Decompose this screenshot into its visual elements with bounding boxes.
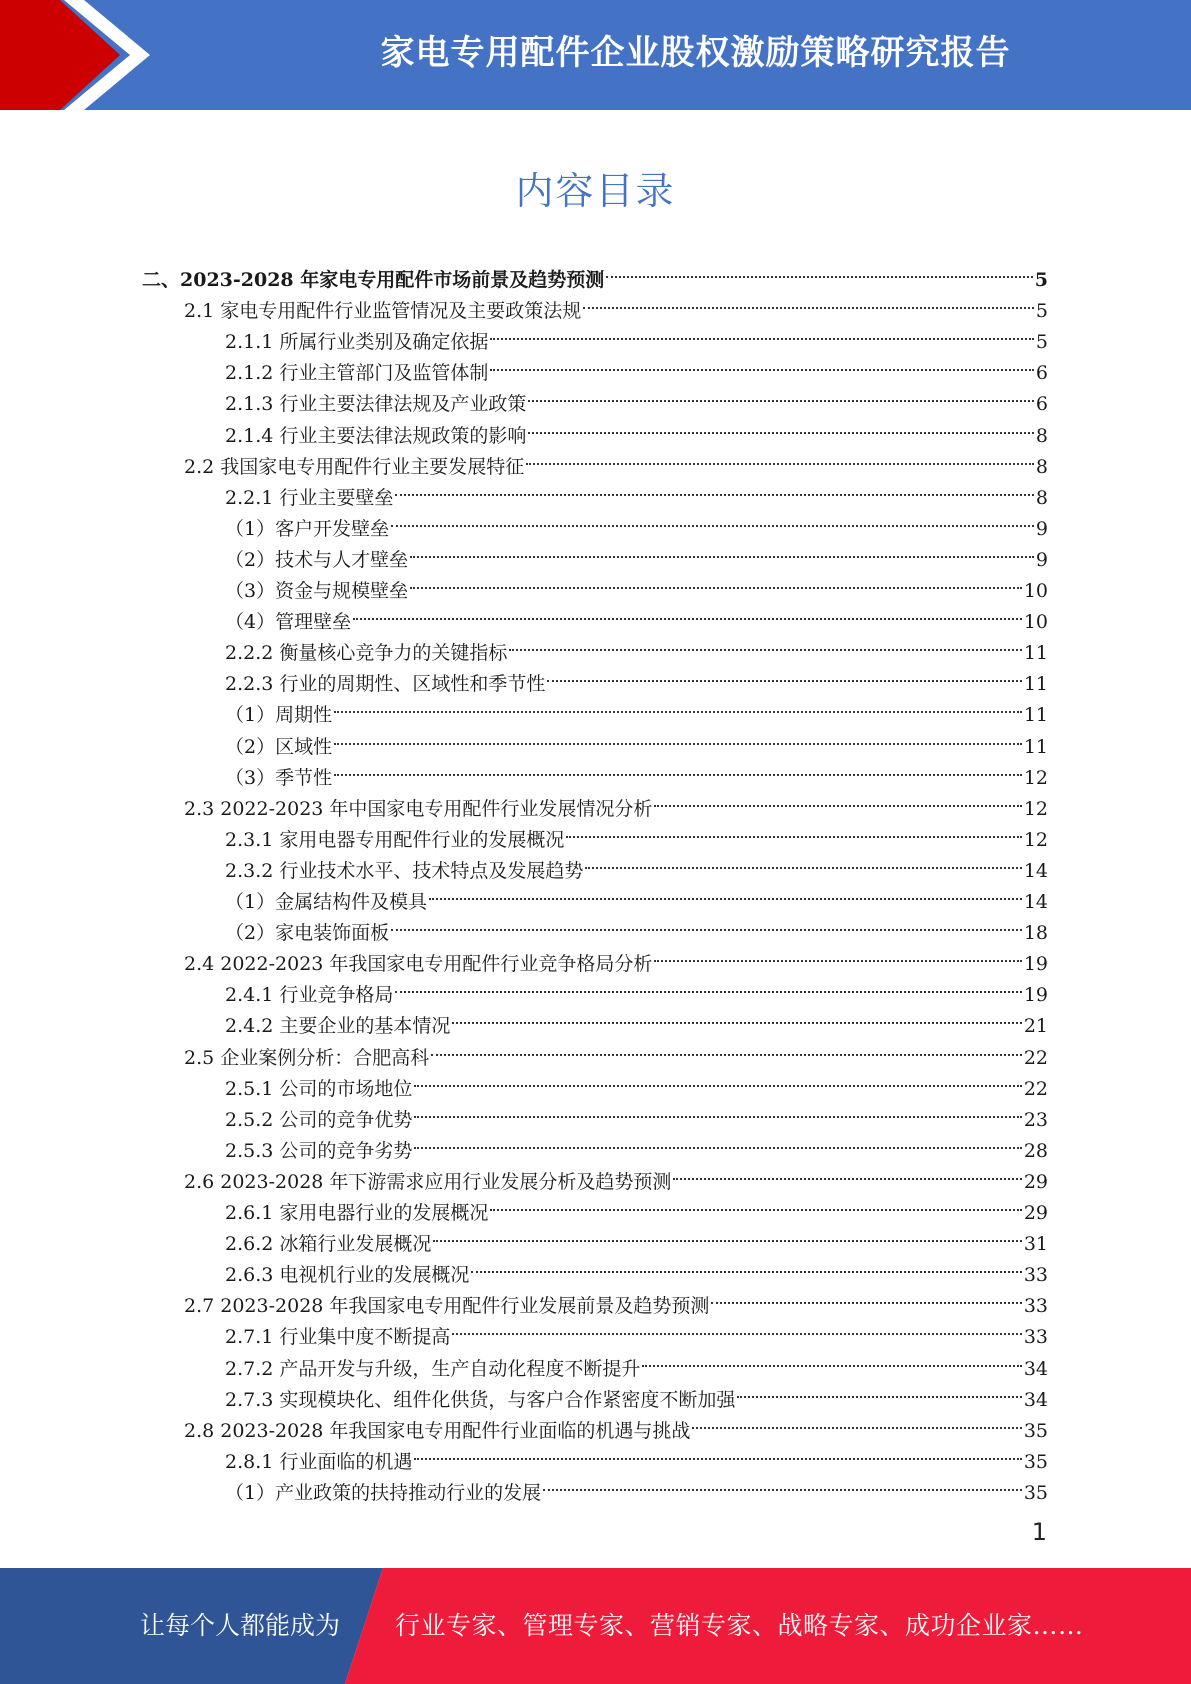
toc-dot-leader: [452, 1001, 1021, 1032]
toc-dot-leader: [414, 1437, 1021, 1468]
toc-dot-leader: [566, 815, 1021, 846]
toc-dot-leader: [509, 628, 1021, 659]
toc-entry-page: 9: [1035, 518, 1048, 540]
toc-dot-leader: [490, 317, 1034, 348]
toc-entry-page: 5: [1035, 300, 1048, 322]
toc-entry[interactable]: [225, 659, 1048, 695]
toc-entry[interactable]: [225, 411, 1048, 447]
toc-entry-page: 12: [1023, 829, 1048, 851]
toc-entry-page: 29: [1023, 1202, 1048, 1224]
toc-entry[interactable]: [142, 255, 1048, 291]
toc-entry-title: 2.5.1 公司的市场地位: [225, 1078, 413, 1100]
toc-entry-page: 35: [1023, 1451, 1048, 1473]
toc-dot-leader: [334, 753, 1022, 784]
toc-entry[interactable]: [225, 348, 1048, 384]
toc-entry-page: 8: [1035, 456, 1048, 478]
toc-entry-title: （1）周期性: [225, 704, 333, 726]
toc-dot-leader: [490, 1188, 1021, 1219]
toc-entry-page: 5: [1034, 269, 1048, 291]
toc-dot-leader: [395, 473, 1034, 504]
toc-entry-title: 2.2.2 衡量核心竞争力的关键指标: [225, 642, 508, 664]
toc-dot-leader: [737, 1375, 1021, 1406]
footer-banner: [0, 1568, 1191, 1684]
toc-entry-title: （4）管理壁垒: [225, 611, 352, 633]
toc-entry-page: 11: [1023, 673, 1048, 695]
toc-entry[interactable]: [184, 1406, 1048, 1442]
toc-dot-leader: [654, 784, 1021, 815]
toc-entry-page: 35: [1023, 1482, 1048, 1504]
toc-entry-title: 2.1 家电专用配件行业监管情况及主要政策法规: [184, 300, 582, 322]
toc-dot-leader: [391, 504, 1034, 535]
toc-entry[interactable]: [225, 1001, 1048, 1037]
toc-entry[interactable]: [184, 1033, 1048, 1069]
toc-dot-leader: [410, 566, 1022, 597]
toc-entry-page: 11: [1023, 736, 1048, 758]
toc-dot-leader: [673, 1157, 1021, 1188]
toc-dot-leader: [490, 348, 1034, 379]
toc-entry[interactable]: [225, 1312, 1048, 1348]
toc-entry[interactable]: [225, 846, 1048, 882]
toc-entry[interactable]: [225, 566, 1048, 602]
header-arrow-decoration: [0, 0, 160, 110]
toc-entry-page: 6: [1035, 362, 1048, 384]
footer-slogan-left: 让每个人都能成为: [140, 1611, 341, 1640]
toc-entry[interactable]: [225, 1344, 1048, 1380]
toc-entry[interactable]: [184, 442, 1048, 478]
toc-entry-page: 10: [1023, 611, 1048, 633]
toc-entry[interactable]: [225, 1468, 1048, 1504]
toc-entry-title: （3）资金与规模壁垒: [225, 580, 409, 602]
toc-entry-title: 二、2023-2028 年家电专用配件市场前景及趋势预测: [142, 269, 605, 291]
toc-entry-page: 14: [1023, 891, 1048, 913]
toc-entry-page: 23: [1023, 1109, 1048, 1131]
toc-entry-page: 19: [1023, 984, 1048, 1006]
toc-entry-title: 2.8 2023-2028 年我国家电专用配件行业面临的机遇与挑战: [184, 1420, 691, 1442]
toc-entry-page: 29: [1023, 1171, 1048, 1193]
toc-entry-title: 2.6.2 冰箱行业发展概况: [225, 1233, 432, 1255]
toc-dot-leader: [526, 442, 1034, 473]
toc-entry-title: （2）区域性: [225, 736, 333, 758]
toc-entry-page: 28: [1023, 1140, 1048, 1162]
toc-dot-leader: [391, 908, 1022, 939]
toc-dot-leader: [395, 970, 1021, 1001]
toc-entry-title: 2.2.1 行业主要壁垒: [225, 487, 394, 509]
toc-entry-title: （1）客户开发壁垒: [225, 518, 390, 540]
toc-entry-title: （2）技术与人才壁垒: [225, 549, 409, 571]
toc-entry[interactable]: [225, 379, 1048, 415]
toc-entry-title: 2.8.1 行业面临的机遇: [225, 1451, 413, 1473]
toc-dot-leader: [414, 1126, 1021, 1157]
toc-entry[interactable]: [225, 1095, 1048, 1131]
toc-entry[interactable]: [225, 1375, 1048, 1411]
toc-entry-page: 9: [1035, 549, 1048, 571]
toc-entry-title: 2.2 我国家电专用配件行业主要发展特征: [184, 456, 525, 478]
toc-dot-leader: [353, 597, 1022, 628]
toc-entry[interactable]: [184, 784, 1048, 820]
toc-entry-title: 2.4 2022-2023 年我国家电专用配件行业竞争格局分析: [184, 953, 653, 975]
toc-entry-title: 2.7.3 实现模块化、组件化供货，与客户合作紧密度不断加强: [225, 1389, 736, 1411]
toc-dot-leader: [692, 1406, 1021, 1437]
toc-entry[interactable]: [225, 1064, 1048, 1100]
toc-entry-title: 2.5.2 公司的竞争优势: [225, 1109, 413, 1131]
toc-entry-page: 10: [1023, 580, 1048, 602]
toc-dot-leader: [585, 846, 1021, 877]
toc-entry-title: 2.1.1 所属行业类别及确定依据: [225, 331, 489, 353]
toc-dot-leader: [433, 1219, 1021, 1250]
toc-entry-title: 2.3.1 家用电器专用配件行业的发展概况: [225, 829, 565, 851]
toc-entry-page: 22: [1023, 1078, 1048, 1100]
toc-entry-page: 21: [1023, 1015, 1048, 1037]
report-title: 家电专用配件企业股权激励策略研究报告: [380, 33, 1011, 73]
toc-entry-page: 14: [1023, 860, 1048, 882]
toc-entry-title: 2.4.1 行业竞争格局: [225, 984, 394, 1006]
toc-entry[interactable]: [225, 597, 1048, 633]
toc-entry[interactable]: [225, 1250, 1048, 1286]
toc-dot-leader: [410, 535, 1034, 566]
toc-entry-page: 34: [1023, 1389, 1048, 1411]
toc-dot-leader: [528, 411, 1034, 442]
toc-entry[interactable]: [225, 690, 1048, 726]
toc-entry[interactable]: [184, 939, 1048, 975]
toc-dot-leader: [334, 722, 1022, 753]
toc-entry-title: 2.5.3 公司的竞争劣势: [225, 1140, 413, 1162]
toc-entry[interactable]: [225, 628, 1048, 664]
toc-entry[interactable]: [225, 753, 1048, 789]
toc-entry[interactable]: [225, 815, 1048, 851]
toc-entry-page: 33: [1023, 1264, 1048, 1286]
toc-entry-page: 5: [1035, 331, 1048, 353]
toc-entry[interactable]: [225, 722, 1048, 758]
toc-entry-title: 2.1.4 行业主要法律法规政策的影响: [225, 425, 527, 447]
toc-entry[interactable]: [225, 535, 1048, 571]
toc-entry[interactable]: [225, 1188, 1048, 1224]
toc-entry[interactable]: [225, 504, 1048, 540]
toc-entry-page: 12: [1023, 767, 1048, 789]
toc-entry[interactable]: [225, 1219, 1048, 1255]
toc-entry-title: 2.3.2 行业技术水平、技术特点及发展趋势: [225, 860, 584, 882]
toc-dot-leader: [414, 1064, 1021, 1095]
toc-dot-leader: [606, 255, 1033, 286]
toc-entry-page: 22: [1023, 1047, 1048, 1069]
toc-entry-title: 2.6 2023-2028 年下游需求应用行业发展分析及趋势预测: [184, 1171, 672, 1193]
toc-entry-page: 19: [1023, 953, 1048, 975]
toc-entry-title: 2.6.1 家用电器行业的发展概况: [225, 1202, 489, 1224]
toc-dot-leader: [642, 1344, 1021, 1375]
toc-entry[interactable]: [184, 286, 1048, 322]
toc-entry-title: （1）产业政策的扶持推动行业的发展: [225, 1482, 542, 1504]
toc-entry-title: 2.3 2022-2023 年中国家电专用配件行业发展情况分析: [184, 798, 653, 820]
toc-entry-page: 8: [1035, 487, 1048, 509]
toc-entry-page: 34: [1023, 1358, 1048, 1380]
toc-entry[interactable]: [184, 1157, 1048, 1193]
toc-entry-title: （2）家电装饰面板: [225, 922, 390, 944]
toc-dot-leader: [452, 1312, 1021, 1343]
toc-entry[interactable]: [225, 473, 1048, 509]
toc-dot-leader: [583, 286, 1034, 317]
page-number: 1: [1031, 1518, 1047, 1546]
toc-entry-page: 35: [1023, 1420, 1048, 1442]
toc-heading: 内容目录: [515, 169, 676, 213]
toc-entry[interactable]: [225, 1437, 1048, 1473]
toc-entry[interactable]: [225, 908, 1048, 944]
toc-entry-page: 33: [1023, 1295, 1048, 1317]
toc-entry-page: 6: [1035, 393, 1048, 415]
toc-entry[interactable]: [225, 970, 1048, 1006]
toc-dot-leader: [547, 659, 1021, 690]
header-banner: [0, 0, 1191, 110]
toc-entry-title: 2.5 企业案例分析：合肥高科: [184, 1047, 430, 1069]
toc-entry-title: 2.7.1 行业集中度不断提高: [225, 1326, 451, 1348]
toc-entry-title: 2.1.2 行业主管部门及监管体制: [225, 362, 489, 384]
toc-entry[interactable]: [225, 877, 1048, 913]
toc-dot-leader: [471, 1250, 1021, 1281]
toc-dot-leader: [711, 1281, 1021, 1312]
toc-dot-leader: [414, 1095, 1021, 1126]
toc-dot-leader: [429, 877, 1022, 908]
toc-entry[interactable]: [225, 1126, 1048, 1162]
toc-entry-page: 11: [1023, 704, 1048, 726]
toc-dot-leader: [543, 1468, 1022, 1499]
toc-entry-page: 31: [1023, 1233, 1048, 1255]
toc-entry-title: 2.7.2 产品开发与升级，生产自动化程度不断提升: [225, 1358, 641, 1380]
toc-entry-title: （1）金属结构件及模具: [225, 891, 428, 913]
toc-entry-page: 12: [1023, 798, 1048, 820]
toc-dot-leader: [334, 690, 1022, 721]
footer-slogan-right: 行业专家、管理专家、营销专家、战略专家、成功企业家……: [395, 1611, 1084, 1640]
toc-entry-title: 2.7 2023-2028 年我国家电专用配件行业发展前景及趋势预测: [184, 1295, 710, 1317]
toc-entry-title: 2.1.3 行业主要法律法规及产业政策: [225, 393, 527, 415]
toc-entry-page: 8: [1035, 425, 1048, 447]
toc-dot-leader: [528, 379, 1034, 410]
toc-dot-leader: [654, 939, 1021, 970]
toc-entry[interactable]: [184, 1281, 1048, 1317]
toc-dot-leader: [431, 1033, 1022, 1064]
toc-entry-page: 33: [1023, 1326, 1048, 1348]
toc-entry-title: （3）季节性: [225, 767, 333, 789]
toc-entry[interactable]: [225, 317, 1048, 353]
toc-entry-page: 11: [1023, 642, 1048, 664]
toc-entry-title: 2.6.3 电视机行业的发展概况: [225, 1264, 470, 1286]
toc-entry-title: 2.2.3 行业的周期性、区域性和季节性: [225, 673, 546, 695]
toc-entry-title: 2.4.2 主要企业的基本情况: [225, 1015, 451, 1037]
toc-entry-page: 18: [1023, 922, 1048, 944]
